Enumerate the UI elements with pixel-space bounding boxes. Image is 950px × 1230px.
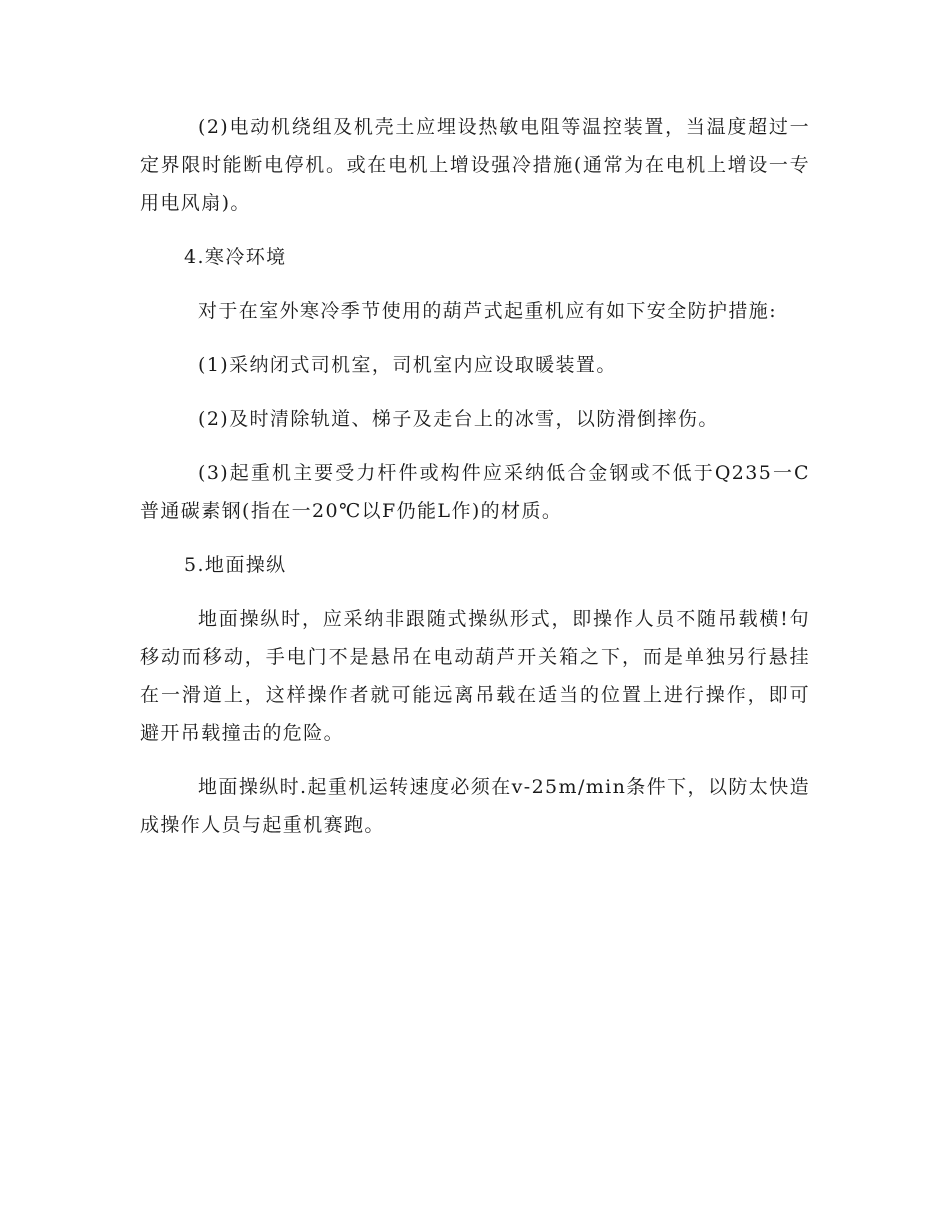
section-heading-cold-environment: 4.寒冷环境	[184, 246, 287, 268]
section-heading-ground-control: 5.地面操纵	[184, 554, 287, 576]
paragraph-motor-temperature-control: (2)电动机绕组及机壳土应埋设热敏电阻等温控装置，当温度超过一定界限时能断电停机。或在电机上增设强冷措施(通常为在电机上增设一专用电风扇)。	[140, 116, 810, 214]
paragraph-remove-ice: (2)及时清除轨道、梯子及走台上的冰雪，以防滑倒摔伤。	[198, 408, 719, 430]
paragraph-cold-measures-intro: 对于在室外寒冷季节使用的葫芦式起重机应有如下安全防护措施:	[198, 300, 778, 322]
paragraph-ground-control-speed: 地面操纵时.起重机运转速度必须在v-25m/min条件下，以防太快造成操作人员与起重机赛跑。	[140, 776, 810, 836]
document-body	[140, 108, 810, 860]
paragraph-ground-control-method: 地面操纵时，应采纳非跟随式操纵形式，即操作人员不随吊载横!句移动而移动，手电门不是悬吊在电动葫芦开关箱之下，而是单独另行悬挂在一滑道上，这样操作者就可能远离吊载在适当的位置上进行操作，即可避开吊载撞击的危险。	[140, 608, 810, 744]
paragraph-material-requirement: (3)起重机主要受力杆件或构件应采纳低合金钢或不低于Q235一C普通碳素钢(指在一20℃以F仍能L作)的材质。	[140, 462, 810, 522]
paragraph-closed-cab: (1)采纳闭式司机室，司机室内应设取暖装置。	[198, 354, 617, 376]
